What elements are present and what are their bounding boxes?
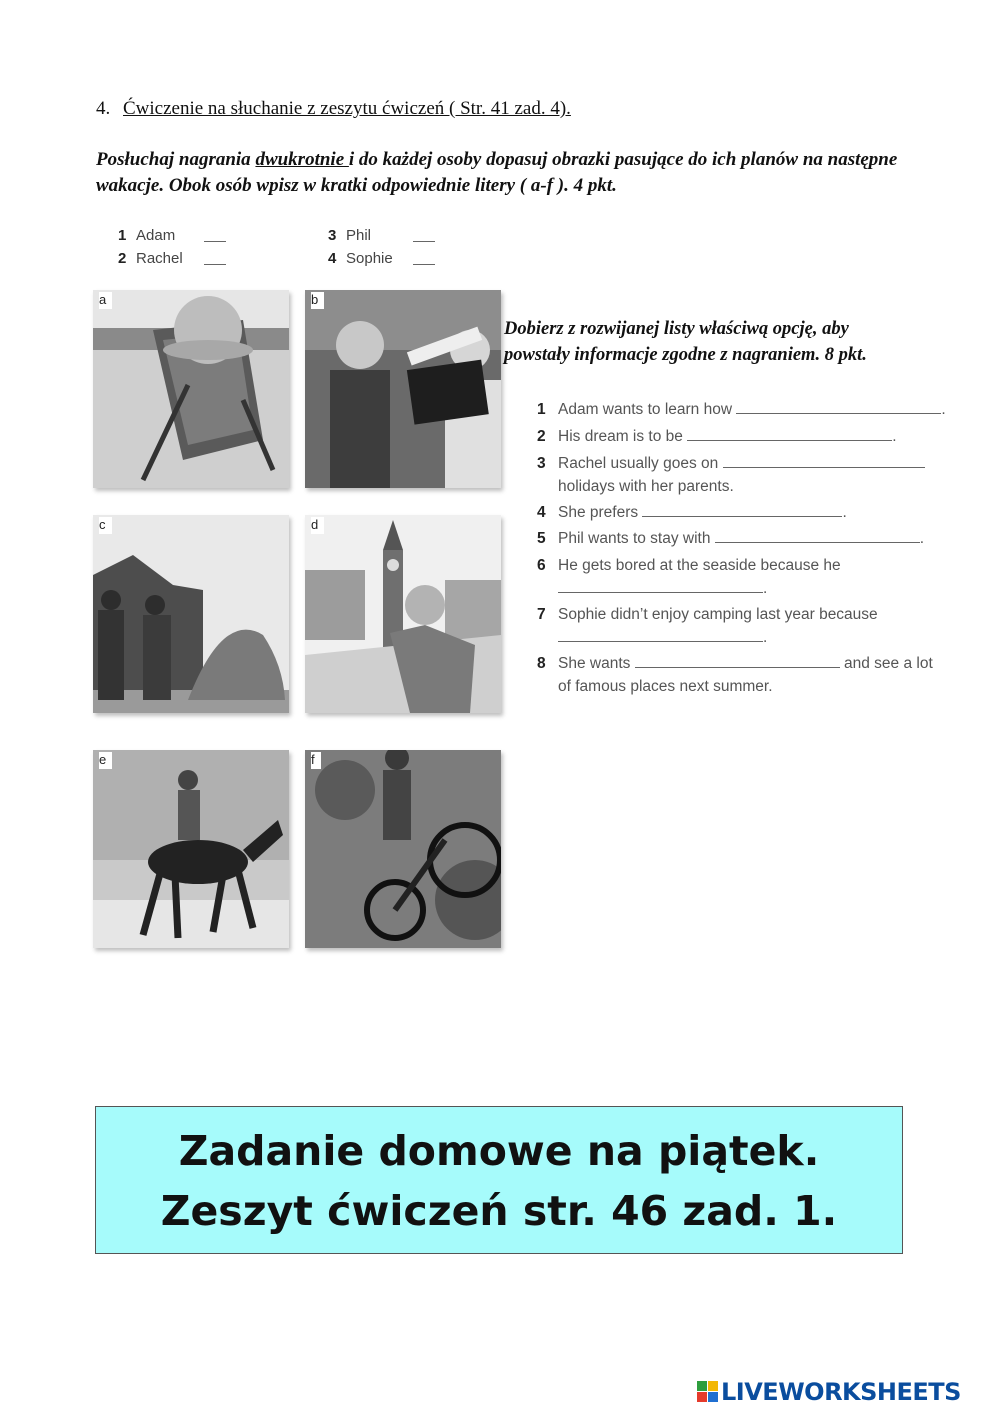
task-heading — [96, 98, 571, 120]
person-row — [118, 227, 175, 244]
tent-image — [93, 515, 289, 713]
sentence-4 — [537, 501, 847, 524]
answer-dropdown-5[interactable] — [715, 527, 920, 543]
sentence-end: . — [919, 530, 925, 547]
big-ben-image — [305, 515, 501, 713]
photo-letter: f — [311, 752, 321, 769]
sentence-8 — [537, 652, 933, 698]
photo-letter: a — [99, 292, 112, 309]
sentence-number: 6 — [537, 557, 546, 574]
photo-letter: b — [311, 292, 324, 309]
homework-line-2: Zeszyt ćwiczeń str. 46 zad. 1. — [160, 1187, 838, 1235]
sentence-5 — [537, 527, 924, 550]
sentence-end: . — [763, 580, 768, 597]
sentence-end: . — [892, 428, 897, 445]
answer-box-rachel[interactable] — [204, 264, 226, 265]
photo-letter: c — [99, 517, 112, 534]
photo-b-film — [305, 290, 501, 488]
person-name: Phil — [346, 227, 372, 244]
answer-dropdown-8[interactable] — [635, 652, 840, 668]
answer-dropdown-7[interactable] — [558, 626, 763, 642]
person-name: Rachel — [136, 250, 183, 267]
answer-dropdown-1[interactable] — [736, 398, 941, 414]
beach-chair-image — [93, 290, 289, 488]
sentence-text-after: and see a lot — [844, 655, 933, 672]
sentence-text: Adam wants to learn how — [558, 401, 733, 418]
person-number: 1 — [118, 227, 127, 244]
answer-dropdown-4[interactable] — [642, 501, 842, 517]
sentence-6 — [537, 554, 841, 600]
sentence-number: 1 — [537, 401, 546, 418]
dropdown-instruction: Dobierz z rozwijanej listy właściwą opcję, aby powstały informacje zgodne z nagraniem. 8 pkt. — [504, 319, 867, 365]
horse-riding-image — [93, 750, 289, 948]
person-row — [328, 250, 393, 267]
answer-dropdown-3[interactable] — [723, 452, 925, 468]
person-number: 2 — [118, 250, 127, 267]
sentence-number: 7 — [537, 606, 546, 623]
instruction-emphasis: dwukrotnie — [255, 149, 349, 170]
sentence-3 — [537, 452, 925, 498]
sentence-end: . — [842, 504, 847, 521]
photo-d-london — [305, 515, 501, 713]
sentence-text: He gets bored at the seaside because he — [558, 557, 841, 574]
sentence-text-line2: of famous places next summer. — [558, 678, 773, 695]
photo-letter: e — [99, 752, 112, 769]
photo-a-beach — [93, 290, 289, 488]
answer-box-adam[interactable] — [204, 241, 226, 242]
sentence-number: 4 — [537, 504, 546, 521]
logo-icon — [697, 1381, 719, 1403]
person-number: 4 — [328, 250, 337, 267]
sentence-7 — [537, 603, 878, 649]
sentence-number: 5 — [537, 530, 546, 547]
sentence-end: . — [941, 401, 946, 418]
person-number: 3 — [328, 227, 337, 244]
sentence-number: 8 — [537, 655, 546, 672]
answer-dropdown-6[interactable] — [558, 577, 763, 593]
photo-letter: d — [311, 517, 324, 534]
photo-f-bike — [305, 750, 501, 948]
person-name: Sophie — [346, 250, 393, 267]
sentence-number: 3 — [537, 455, 546, 472]
listening-instruction — [96, 147, 916, 199]
answer-box-phil[interactable] — [413, 241, 435, 242]
answer-box-sophie[interactable] — [413, 264, 435, 265]
answer-dropdown-2[interactable] — [687, 425, 892, 441]
sentence-text-line2: holidays with her parents. — [558, 478, 734, 495]
sentence-1 — [537, 398, 946, 421]
person-name: Adam — [136, 227, 176, 244]
task-title: Ćwiczenie na słuchanie z zeszytu ćwiczeń ( Str. 41 zad. 4). — [123, 98, 571, 119]
clapperboard-image — [305, 290, 501, 488]
sentence-number: 2 — [537, 428, 546, 445]
photo-e-horse — [93, 750, 289, 948]
sentence-2 — [537, 425, 897, 448]
homework-box — [95, 1106, 903, 1254]
mountain-bike-image — [305, 750, 501, 948]
sentence-text: She prefers — [558, 504, 639, 521]
sentence-text: Rachel usually goes on — [558, 455, 719, 472]
instruction-text: Posłuchaj nagrania — [96, 149, 256, 170]
person-row — [328, 227, 371, 244]
sentence-text: Sophie didn’t enjoy camping last year because — [558, 606, 878, 623]
sentence-text: She wants — [558, 655, 631, 672]
homework-line-1: Zadanie domowe na piątek. — [178, 1127, 820, 1175]
instruction-text-rest: i do każdej osoby dopasuj obrazki pasujące do ich planów na następne wakacje. Obok osób wpisz w kratki odpowiednie litery ( a-f ). 4 pkt. — [96, 149, 898, 196]
liveworksheets-logo — [697, 1378, 961, 1406]
sentence-end: . — [763, 629, 768, 646]
photo-c-camping — [93, 515, 289, 713]
sentence-text: Phil wants to stay with — [558, 530, 711, 547]
sentence-text: His dream is to be — [558, 428, 683, 445]
logo-text: LIVEWORKSHEETS — [721, 1378, 961, 1406]
person-row — [118, 250, 183, 267]
task-number: 4. — [96, 98, 111, 119]
